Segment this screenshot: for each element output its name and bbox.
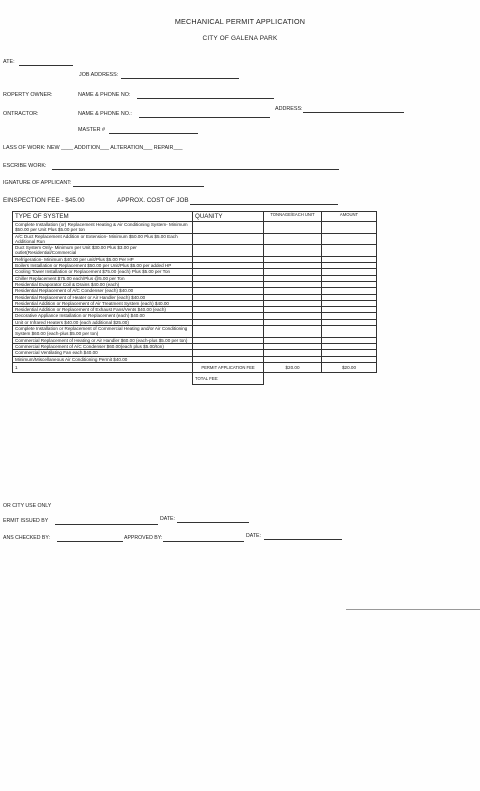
quantity-cell[interactable]	[193, 233, 264, 245]
system-type: Residential Addition or Replacement of Air Treatment System (each) $40.00	[13, 300, 193, 306]
amount-cell[interactable]	[322, 222, 377, 234]
approx-cost-label: APPROX. COST OF JOB	[117, 197, 189, 204]
quantity-cell[interactable]	[193, 222, 264, 234]
address-label: ADDRESS:	[275, 106, 303, 112]
plans-checked-field[interactable]	[57, 541, 123, 542]
permit-fee-row-marker: 1	[13, 362, 193, 372]
describe-work-field[interactable]	[52, 169, 339, 170]
system-type: Residential Replacement of A/C Condenser (each) $40.00	[13, 288, 193, 294]
permit-issued-label: ERMIT ISSUED BY	[3, 518, 49, 524]
table-row	[13, 326, 377, 338]
permit-fee-amount: $20.00	[322, 362, 377, 372]
system-type: Boilers Installation or Replacement $50.00 per Unit/Plus $5.00 per added HP	[13, 263, 193, 269]
approx-cost-field[interactable]	[190, 204, 338, 205]
permit-issued-field[interactable]	[55, 524, 158, 525]
signature-label: IGNATURE OF APPLICANT:	[3, 180, 72, 186]
approval-date-label: DATE:	[246, 533, 261, 539]
class-of-work: LASS OF WORK: NEW ____ ADDITION___ ALTERATION___ REPAIR___	[3, 145, 183, 151]
system-type: Complete Installation or Replacement of Commercial Heating and/or Air Conditioning System $60.00 (each-plus $5.00 per ton)	[13, 326, 193, 338]
header-type-of-system: TYPE OF SYSTEM	[13, 212, 193, 222]
permit-fee-row	[13, 362, 377, 372]
header-amount: AMOUNT	[322, 212, 377, 222]
city-name: CITY OF GALENA PARK	[202, 35, 278, 42]
system-type: A/C Duct Replacement Addition or Extension- Minimum $50.00 Plus $5.00 Each Additional Run	[13, 233, 193, 245]
describe-work-label: ESCRIBE WORK:	[3, 163, 47, 169]
amount-cell[interactable]	[322, 245, 377, 257]
system-type: Complete Installation (or) Replacement Heating & Air Conditioning System- Minimum $50.00 per Unit Plus $5.00 per ton	[13, 222, 193, 234]
job-address-field[interactable]	[121, 78, 239, 79]
signature-field[interactable]	[73, 186, 204, 187]
system-type: Commercial Ventilating Fan each $40.00	[13, 350, 193, 356]
system-type: Residential Evaporator Coil & Drains $40.00 (each)	[13, 281, 193, 287]
contractor-name-phone-field[interactable]	[139, 117, 270, 118]
system-type: Commercial Replacement of A/C Condenser $60.00(each plus $5.00/ton)	[13, 343, 193, 349]
header-quantity: QUANITY	[193, 212, 264, 222]
property-owner-label: ROPERTY OWNER:	[3, 92, 53, 98]
quantity-cell[interactable]	[193, 245, 264, 257]
total-fee-row	[13, 372, 377, 384]
approval-date-field[interactable]	[264, 539, 342, 540]
city-use-heading: OR CITY USE ONLY	[3, 503, 52, 509]
plans-checked-label: ANS CHECKED BY:	[3, 535, 50, 541]
amount-cell[interactable]	[322, 233, 377, 245]
system-type: Cooling Tower Installation or Replacement $75.00 (each) Plus $5.00 per Ton	[13, 269, 193, 275]
tonnage-cell[interactable]	[264, 245, 322, 257]
total-row-spacer	[264, 372, 322, 384]
system-type: Chiller Replacement $75.00 each/Plus @5.00 per Ton	[13, 275, 193, 281]
permit-application-fee-label: PERMIT APPLICATION FEE	[193, 362, 264, 372]
total-fee-label: TOTAL FEE:	[193, 372, 264, 384]
permit-date-label: DATE:	[160, 516, 175, 522]
table-header-row	[13, 212, 377, 222]
owner-name-phone-label: NAME & PHONE NO:	[78, 92, 131, 98]
system-type: Residential Replacement of Heater or Air Handler (each) $40.00	[13, 294, 193, 300]
form-title: MECHANICAL PERMIT APPLICATION	[174, 17, 306, 26]
master-field[interactable]	[109, 133, 198, 134]
date-field[interactable]	[19, 65, 73, 66]
master-label: MASTER #	[78, 127, 105, 133]
contractor-name-phone-label: NAME & PHONE NO.:	[78, 111, 132, 117]
header-tonnage: TONNAGE/EACH UNIT	[264, 212, 322, 222]
scan-edge-line	[346, 609, 480, 610]
system-type: Refrigeration- Minimum $40.00 per unit/Plus $5.00 Per HP	[13, 256, 193, 262]
approved-by-label: APPROVED BY:	[124, 535, 163, 541]
permit-fee-tonnage: $20.00	[264, 362, 322, 372]
total-row-spacer	[322, 372, 377, 384]
table-row	[13, 233, 377, 245]
approved-by-field[interactable]	[163, 541, 244, 542]
address-field[interactable]	[303, 112, 404, 113]
table-row	[13, 245, 377, 257]
tonnage-cell[interactable]	[264, 326, 322, 338]
system-type: Minimum/Miscellaneous Air Conditioning Permit $40.00	[13, 356, 193, 362]
system-type: Duct System Only- Minimum per Unit $30.00 Plus $3.00 per outlet(Residential/Commercial	[13, 245, 193, 257]
quantity-cell[interactable]	[193, 326, 264, 338]
system-type: Residential Addition or Replacement of Exhaust Fans/Vents $40.00 (each)	[13, 307, 193, 313]
system-type: Decorative Appliance Installation or Replacement (each) $40.00	[13, 313, 193, 319]
system-type: Unit or Infrared Heaters $40.00 (each additional $25.00)	[13, 319, 193, 325]
table-row	[13, 222, 377, 234]
tonnage-cell[interactable]	[264, 222, 322, 234]
tonnage-cell[interactable]	[264, 233, 322, 245]
contractor-label: ONTRACTOR:	[3, 111, 39, 117]
amount-cell[interactable]	[322, 326, 377, 338]
system-type: Commercial Replacement of Heating or Air Handler $60.00 (each-plus $5.00 per ton)	[13, 337, 193, 343]
fee-table	[12, 211, 377, 385]
owner-name-phone-field[interactable]	[137, 98, 274, 99]
job-address-label: JOB ADDRESS:	[79, 72, 119, 78]
inspection-fee: EINSPECTION FEE - $45.00	[3, 197, 85, 204]
permit-date-field[interactable]	[177, 522, 249, 523]
total-row-spacer	[13, 372, 193, 384]
date-label: ATE:	[3, 59, 15, 65]
